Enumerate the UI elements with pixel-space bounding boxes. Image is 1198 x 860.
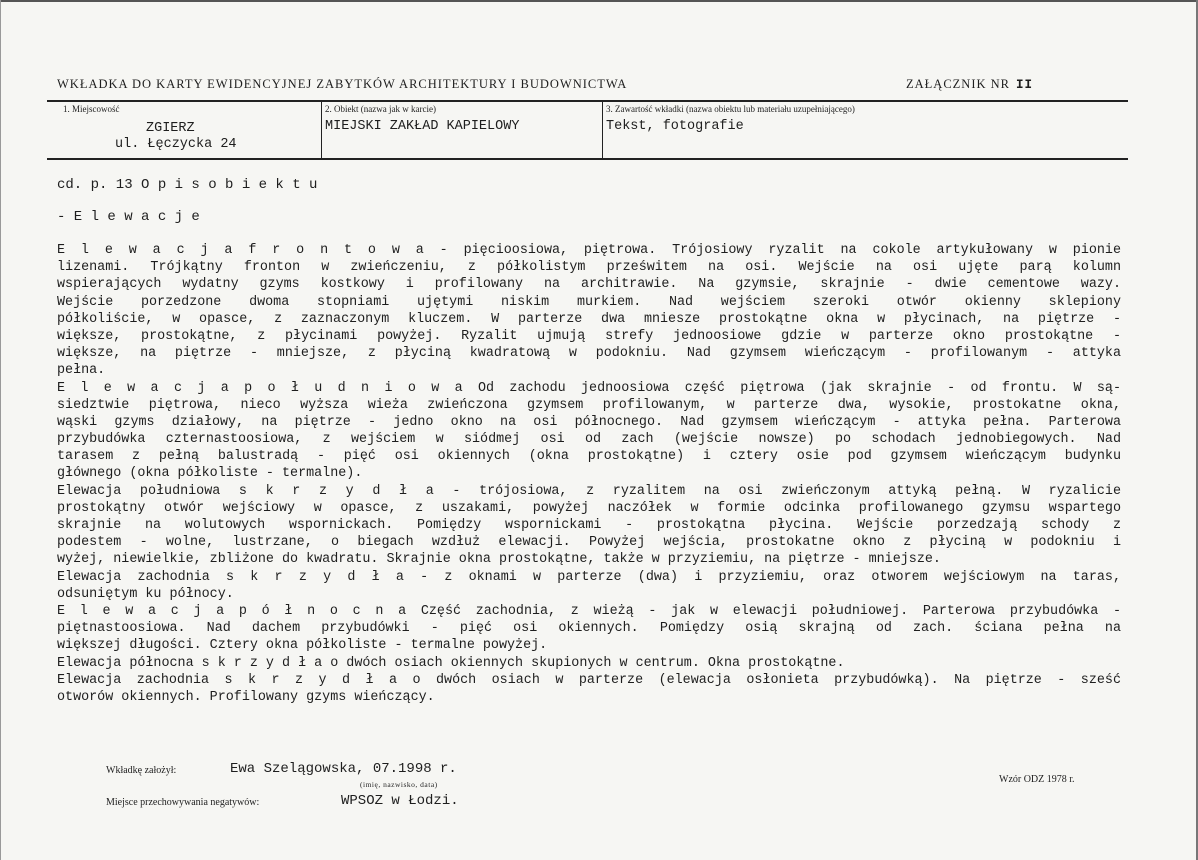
body-line: podestem - wolne, lustrzane, o biegach wzdłuż elewacji. Powyżej wejścia, prostokatne okno z płyciną w podokniu i [57, 535, 1121, 551]
body-line: tarasem z pełną balustradą - pięć osi okiennych (okna prostokątne) i cztery osie pod gzymsem wieńczącym budynku [57, 449, 1121, 465]
annex-label: ZAŁĄCZNIK NR [906, 77, 1011, 91]
place-label: 1. Miejscowość [63, 104, 120, 114]
body-line: Elewacja północna s k r z y d ł a o dwóch osiach okiennych skupionych w centrum. Okna prostokątne. [57, 655, 845, 671]
info-table [47, 100, 1128, 160]
storage-value: WPSOZ w Łodzi. [341, 793, 459, 809]
place-cell [47, 102, 321, 158]
form-code: Wzór ODZ 1978 r. [999, 774, 1075, 785]
annex-number: II [1016, 78, 1034, 92]
body-line: skrajnie na wolutowych wspornickach. Pomiędzy wspornickami - prostokątna płycina. Wejście porzedzają schody z [57, 518, 1121, 533]
body-line: pełna. [57, 363, 106, 379]
body-line: lizenami. Trójkątny fronton w zwieńczeniu, z półkolistym prześwitem na osi. Wejście na osi ujęte parą kolumn [57, 260, 1121, 276]
body-line: Elewacja zachodnia s k r z y d ł a - z oknami w parterze (dwa) i przyziemiu, oraz otworem wejściowym na taras, [57, 569, 1121, 585]
body-line: odsuniętym ku północy. [57, 586, 234, 602]
body-line: Elewacja zachodnia s k r z y d ł a o dwóch osiach w parterze (elewacja osłonieta przybudówką). Na piętrze - sześć [57, 672, 1121, 688]
scan-edge-top [0, 0, 1198, 2]
body-line: przybudówka czternastoosiowa, z wejściem w siódmej osi od zach (wejście nowsze) po schodach jednobiegowych. Nad [57, 432, 1121, 448]
document-title: WKŁADKA DO KARTY EWIDENCYJNEJ ZABYTKÓW ARCHITEKTURY I BUDOWNICTWA [57, 77, 628, 91]
body-line: prostokątny otwór wejściowy w opasce, z uszakami, powyżej naczółek w formie odcinka profilowanego gzymsu wspartego [57, 500, 1121, 516]
object-label: 2. Obiekt (nazwa jak w karcie) [325, 104, 436, 114]
scan-edge-left [0, 0, 1, 860]
continuation-line: cd. p. 13 O p i s o b i e k t u [57, 177, 318, 193]
storage-label: Miejsce przechowywania negatywów: [106, 797, 260, 808]
body-line: E l e w a c j a p o ł u d n i o w a Od zachodu jednoosiowa część piętrowa (jak skrajnie - od frontu. W są- [57, 380, 1121, 396]
body-line: Elewacja południowa s k r z y d ł a - trójosiowa, z ryzalitem na osi zwieńczonym attyką pełną. W ryzalicie [57, 483, 1121, 499]
author-hint: (imię, nazwisko, data) [360, 780, 438, 789]
body-line: otworów okiennych. Profilowany gzyms wieńczący. [57, 689, 435, 705]
body-line: E l e w a c j a p ó ł n o c n a Część zachodnia, z wieżą - jak w elewacji południowej. Parterowa przybudówka - [57, 603, 1121, 619]
body-line: większe, na piętrze - mniejsze, z płyciną kwadratową w podokniu. Nad gzymsem wieńczącym - profilowanym - attyka [57, 346, 1121, 362]
annex-label-group [906, 77, 1033, 92]
contents-cell [602, 102, 1129, 158]
description-body [57, 242, 1121, 706]
body-line: E l e w a c j a f r o n t o w a - pięcioosiowa, piętrowa. Trójosiowy ryzalit na cokole artykułowany w pionie [57, 243, 1121, 258]
author-value: Ewa Szelągowska, 07.1998 r. [230, 761, 457, 777]
body-line: wąski gzyms działowy, na piętrze - jedno okno na osi północnego. Nad gzymsem wieńczącym - attyka pełna. Parterowa [57, 414, 1121, 430]
body-line: głównego (okna półkoliste - termalne). [57, 466, 363, 482]
body-line: siedztwie piętrowa, nieco wyższa wieża zwieńczona gzymsem profilowanym, w parterze dwa, wysokie, prostokatne okna, [57, 397, 1121, 413]
body-line: piętnastoosiowa. Nad dachem przybudówki - pięć osi okiennych. Pomiędzy osią skrajną od zach. ściana pełna na [57, 621, 1121, 637]
body-line: wspierających wydatny gzyms kostkowy i profilowany na architrawie. Na gzymsie, skrajnie - dwie cementowe wazy. [57, 277, 1121, 293]
body-line: większe, prostokątne, z płycinami powyżej. Ryzalit ujmują strefy jednoosiowe gdzie w parterze okno prostokątne - [57, 328, 1121, 344]
body-line: Wejście porzedzone dwoma stopniami ujętymi niskim murkiem. Nad wejściem szeroki otwór okienny sklepiony [57, 294, 1121, 310]
object-cell [321, 102, 603, 158]
object-value: MIEJSKI ZAKŁAD KAPIELOWY [325, 119, 520, 134]
place-city: ZGIERZ [146, 121, 195, 136]
contents-value: Tekst, fotografie [606, 119, 744, 134]
body-line: większej długości. Cztery okna półkoliste - termalne powyżej. [57, 638, 548, 654]
author-label: Wkładkę założył: [106, 765, 177, 776]
body-line: półkoliście, w opasce, z zaznaczonym kluczem. W parterze dwa mniesze prostokątne okna w płycinach, na piętrze - [57, 311, 1121, 327]
body-line: wyżej, niewielkie, zbliżone do kwadratu. Skrajnie okna prostokątne, także w przyziemiu, na piętrze - mniejsze. [57, 552, 941, 568]
place-street: ul. Łęczycka 24 [115, 137, 237, 152]
section-heading: - E l e w a c j e [57, 209, 200, 225]
contents-label: 3. Zawartość wkładki (nazwa obiektu lub materiału uzupełniającego) [606, 104, 855, 114]
